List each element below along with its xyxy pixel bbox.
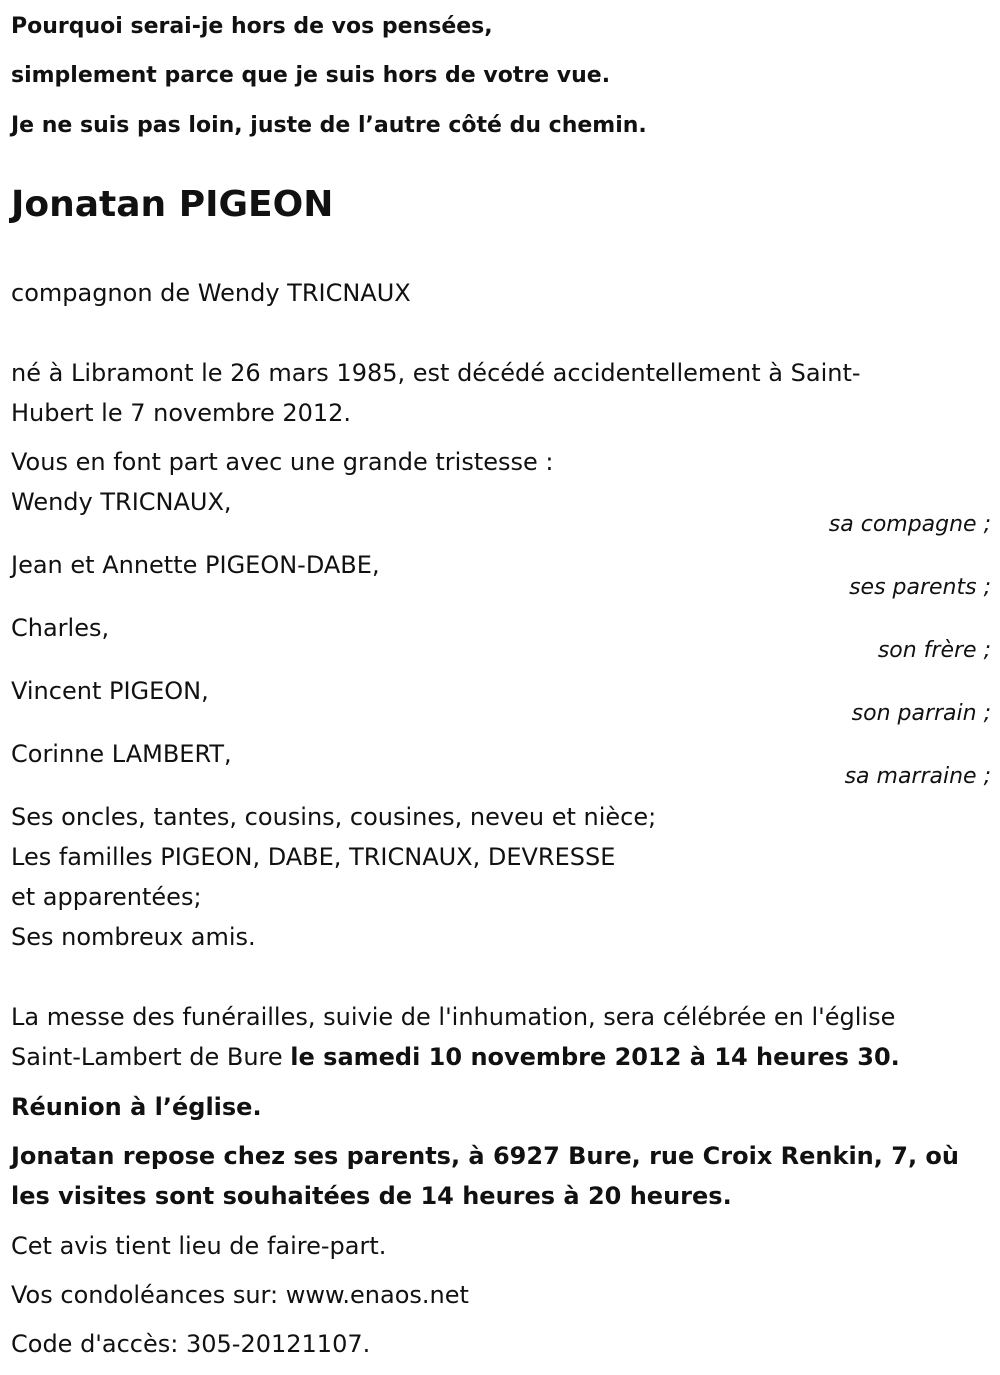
family-member-role: sa compagne ; [828, 512, 991, 537]
family-member-name: Jean et Annette PIGEON-DABE, [11, 551, 380, 579]
announcement: Vous en font part avec une grande tristesse : [11, 448, 554, 476]
poem-line-1: Pourquoi serai-je hors de vos pensées, [11, 14, 493, 39]
poem-line-2: simplement parce que je suis hors de votre vue. [11, 63, 611, 88]
notice-line: Cet avis tient lieu de faire-part. [11, 1232, 387, 1260]
family-member-name: Charles, [11, 614, 110, 642]
condolences-line: Vos condoléances sur: www.enaos.net [11, 1281, 469, 1309]
access-code-line: Code d'accès: 305-20121107. [11, 1330, 371, 1358]
church-meeting: Réunion à l’église. [11, 1093, 262, 1121]
funeral-line-1: La messe des funérailles, suivie de l'inhumation, sera célébrée en l'église [11, 1003, 896, 1031]
family-member-role: ses parents ; [849, 575, 991, 600]
family-member-name: Vincent PIGEON, [11, 677, 209, 705]
other-family-line-1: Ses oncles, tantes, cousins, cousines, neveu et nièce; [11, 803, 657, 831]
other-family-line-3: et apparentées; [11, 883, 202, 911]
funeral-datetime: le samedi 10 novembre 2012 à 14 heures 30. [290, 1043, 900, 1071]
rest-line-2: les visites sont souhaitées de 14 heures à 20 heures. [11, 1182, 732, 1210]
family-member-name: Wendy TRICNAUX, [11, 488, 232, 516]
poem-line-3: Je ne suis pas loin, juste de l’autre côté du chemin. [11, 113, 647, 138]
funeral-line-2 [11, 1037, 900, 1077]
other-family-line-4: Ses nombreux amis. [11, 923, 256, 951]
family-member-role: sa marraine ; [844, 764, 991, 789]
other-family-line-2: Les familles PIGEON, DABE, TRICNAUX, DEVRESSE [11, 843, 616, 871]
rest-line-1: Jonatan repose chez ses parents, à 6927 Bure, rue Croix Renkin, 7, où [11, 1142, 959, 1170]
family-member-role: son frère ; [877, 638, 991, 663]
companion-relation: compagnon de Wendy TRICNAUX [11, 279, 411, 307]
funeral-location: Saint-Lambert de Bure [11, 1043, 291, 1071]
family-member-role: son parrain ; [851, 701, 991, 726]
family-member-name: Corinne LAMBERT, [11, 740, 232, 768]
birth-death-line-2: Hubert le 7 novembre 2012. [11, 399, 352, 427]
birth-death-line-1: né à Libramont le 26 mars 1985, est décédé accidentellement à Saint- [11, 359, 861, 387]
deceased-name: Jonatan PIGEON [11, 184, 334, 225]
